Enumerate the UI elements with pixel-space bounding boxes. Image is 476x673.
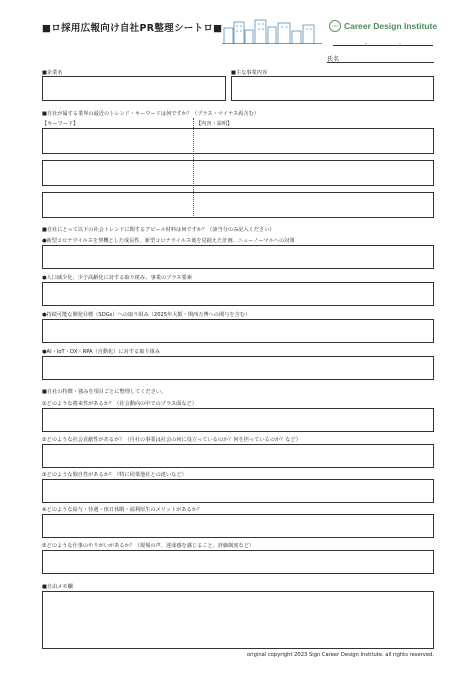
sheet-title: ■ロ採用広報向け自社PR整理シートロ■ xyxy=(42,23,223,34)
trend-row-field[interactable] xyxy=(42,128,434,154)
strength-field[interactable] xyxy=(42,408,434,432)
date-separator: . xyxy=(364,38,368,46)
memo-label: ■自由メモ欄 xyxy=(42,584,73,590)
strength-field[interactable] xyxy=(42,514,434,538)
social-trend-item-label: ●新型コロナウイルスを契機とした成長性、新型コロナウイルス後を見据えた計画、ニューノーマルへの対策 xyxy=(42,238,295,244)
company-name-label: ■企業名 xyxy=(42,70,63,76)
date-separator: . xyxy=(398,38,402,46)
date-underline xyxy=(333,45,433,46)
copyright-footer: original copyright 2023 Sign Career Design Institute. all rights reserved. xyxy=(246,652,434,658)
name-label: 氏名 xyxy=(327,56,340,63)
name-field[interactable] xyxy=(327,62,434,63)
column-divider xyxy=(193,118,194,218)
social-trend-question: ■自社にとって以下の社会トレンドに関するアピール材料は何ですか？（該当分のみ記入ください） xyxy=(42,227,275,233)
business-label: ■主な事業内容 xyxy=(231,70,268,76)
social-trend-item-label: ●AI・IoT・DX・RPA（自動化）に対する取り組み xyxy=(42,349,160,355)
strength-item-label: ②どのような社会貢献性があるか？（自社の事業は社会の何に役立っているのか？何を担っているのか？など） xyxy=(42,437,301,443)
social-trend-field[interactable] xyxy=(42,282,434,306)
memo-field[interactable] xyxy=(42,591,434,649)
strength-item-label: ①どのような将来性があるか？（社会動向の中でのプラス面など） xyxy=(42,401,197,407)
social-trend-field[interactable] xyxy=(42,319,434,343)
trend-row-field[interactable] xyxy=(42,160,434,186)
strength-field[interactable] xyxy=(42,479,434,503)
detail-column-header: 【内容・説明】 xyxy=(196,121,233,127)
company-logo xyxy=(329,20,437,32)
city-skyline-illustration xyxy=(222,18,322,44)
logo-text: Career Design Institute xyxy=(344,21,438,31)
strength-item-label: ⑤どのような仕事のやりがいがあるか？（現場の声、達成感を感じること、評価制度など） xyxy=(42,543,255,549)
social-trend-item-label: ●持続可能な開発目標（SDGs）への取り組み（2025年大阪・関西万博への関与を含む） xyxy=(42,312,251,318)
social-trend-item-label: ●人口減少化、少子高齢化に対する取り組み、事業のプラス要素 xyxy=(42,275,192,281)
social-trend-field[interactable] xyxy=(42,245,434,269)
keyword-column-header: 【キーワード】 xyxy=(42,121,79,127)
strengths-question: ■自社の特徴・強みを項目ごとに整理してください。 xyxy=(42,389,167,395)
trend-question: ■自社が属する業界の最近のトレンド・キーワードは何ですか？（プラス・マイナス両含む） xyxy=(42,111,259,117)
trend-row-field[interactable] xyxy=(42,192,434,218)
strength-field[interactable] xyxy=(42,444,434,468)
logo-mark-icon: CDI xyxy=(329,20,341,32)
social-trend-field[interactable] xyxy=(42,356,434,380)
business-field[interactable] xyxy=(231,76,434,101)
strength-field[interactable] xyxy=(42,550,434,574)
strength-item-label: ③どのような独自性があるか？（特に同業他社との違いなど） xyxy=(42,472,187,478)
company-name-field[interactable] xyxy=(42,76,226,101)
strength-item-label: ④どのような給与・待遇・休日休暇・福利厚生のメリットがあるか？ xyxy=(42,507,203,513)
